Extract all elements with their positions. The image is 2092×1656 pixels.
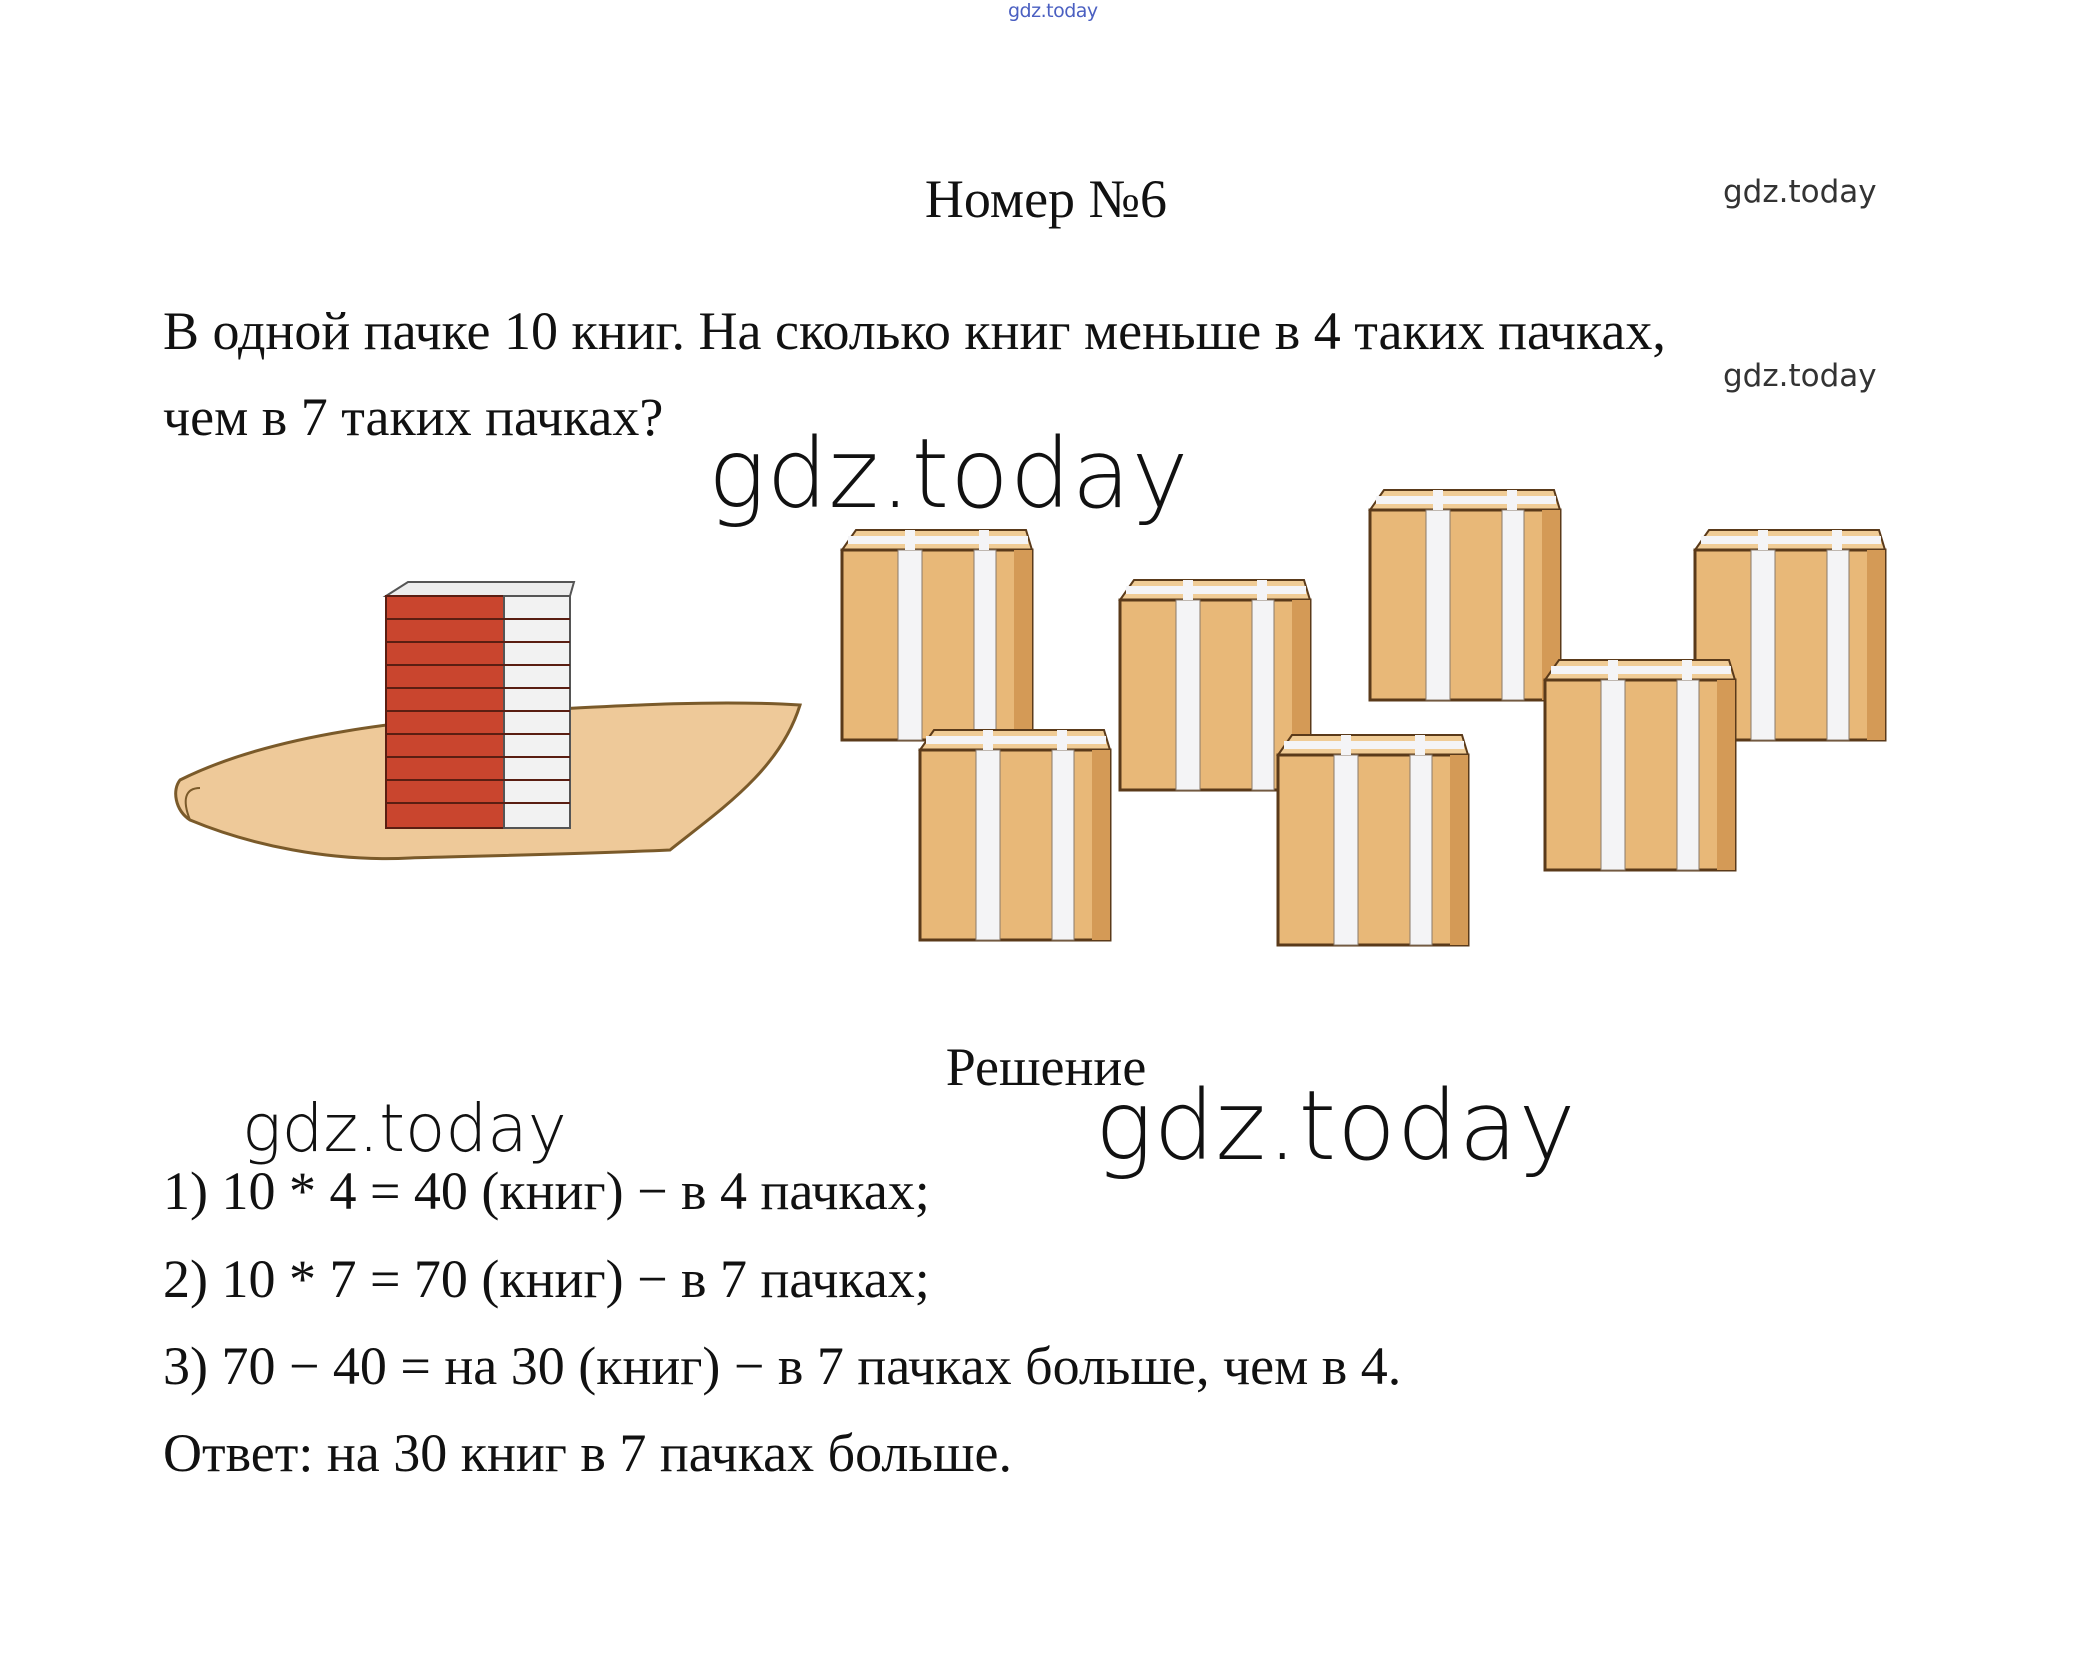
box-6	[1278, 735, 1468, 945]
box-5	[1545, 660, 1735, 870]
box-3	[1370, 490, 1560, 700]
solution-answer: Ответ: на 30 книг в 7 пачках больше.	[163, 1423, 1013, 1483]
watermark-big-1: gdz.today	[708, 418, 1190, 530]
task-line-2: чем в 7 таких пачках?	[163, 387, 664, 447]
illustration-books-and-boxes	[160, 470, 1890, 990]
box-7	[920, 730, 1110, 940]
book-stack	[386, 582, 574, 828]
page-title: Номер №6	[924, 169, 1168, 229]
solution-step-1: 1) 10 * 4 = 40 (книг) − в 4 пачках;	[163, 1161, 930, 1221]
watermark-big-2: gdz.today	[1095, 1070, 1577, 1182]
solution-step-3: 3) 70 − 40 = на 30 (книг) − в 7 пачках больше, чем в 4.	[163, 1336, 1402, 1396]
watermark-right-2: gdz.today	[1723, 358, 1877, 394]
solution-step-2: 2) 10 * 7 = 70 (книг) − в 7 пачках;	[163, 1249, 930, 1309]
watermark-mid-1: gdz.today	[242, 1090, 567, 1167]
watermark-top: gdz.today	[1008, 0, 1098, 22]
solution-heading: Решение	[945, 1037, 1147, 1097]
watermark-right-1: gdz.today	[1723, 174, 1877, 210]
box-1	[842, 530, 1032, 740]
task-line-1: В одной пачке 10 книг. На сколько книг меньше в 4 таких пачках,	[163, 301, 1666, 361]
